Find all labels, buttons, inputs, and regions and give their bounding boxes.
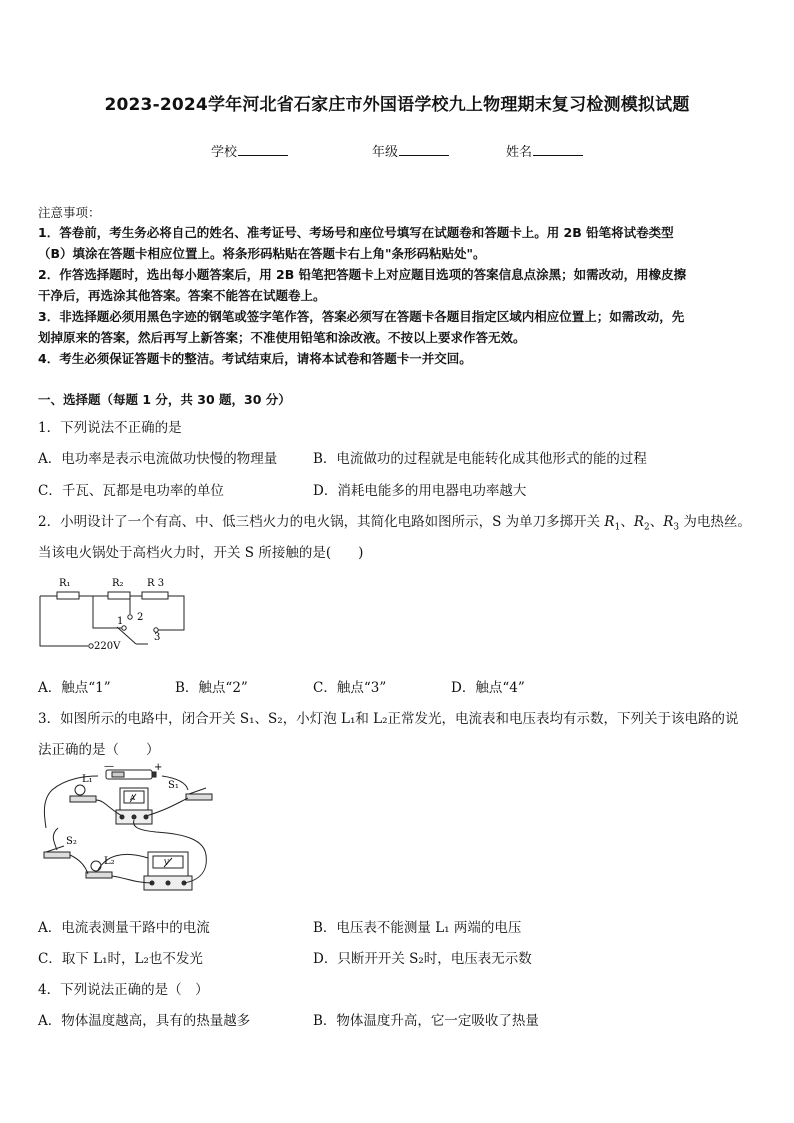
grade-blank[interactable] <box>399 143 449 156</box>
q3-circuit-diagram <box>36 760 222 900</box>
r1-label: R₁ <box>59 578 71 589</box>
note-line: 3．非选择题必须用黑色字迹的钢笔或签字笔作答，答案必须写在答题卡各题目指定区域内相应位置上；如需改动，先 <box>38 309 685 324</box>
battery-minus-label: — <box>104 761 114 772</box>
r3-symbol: R <box>663 514 674 530</box>
q2-option-b[interactable]: B．触点“2” <box>175 680 248 696</box>
name-label: 姓名 <box>506 145 533 160</box>
q2-option-c[interactable]: C．触点“3” <box>313 680 387 696</box>
question-3-stem: 3．如图所示的电路中，闭合开关 S₁、S₂，小灯泡 L₁和 L₂正常发光，电流表和电压表均有示数，下列关于该电路的说 <box>38 711 739 727</box>
question-2-stem-line2: 当该电火锅处于高档火力时，开关 S 所接触的是( ) <box>38 545 364 561</box>
r2-label: R₂ <box>112 578 124 589</box>
section-heading: 一、选择题（每题 1 分，共 30 题，30 分） <box>38 392 291 407</box>
r3-label: R 3 <box>147 578 165 589</box>
q3-option-b[interactable]: B．电压表不能测量 L₁ 两端的电压 <box>313 920 522 936</box>
q3-option-a[interactable]: A．电流表测量干路中的电流 <box>38 920 210 936</box>
voltage-label: 220V <box>94 641 121 652</box>
separator: 、 <box>649 514 664 530</box>
note-line: （B）填涂在答题卡相应位置上。将条形码粘贴在答题卡右上角"条形码粘贴处"。 <box>38 246 486 261</box>
contact-1-label: 1 <box>117 616 124 627</box>
ammeter-label: A <box>130 794 136 802</box>
question-4-stem: 4．下列说法正确的是（ ） <box>38 982 209 998</box>
q3-option-c[interactable]: C．取下 L₁时，L₂也不发光 <box>38 951 203 967</box>
r1-subscript: 1 <box>614 522 621 533</box>
school-field[interactable] <box>211 141 288 160</box>
note-line: 4．考生必须保证答题卡的整洁。考试结束后，请将本试卷和答题卡一并交回。 <box>38 351 472 366</box>
q2-stem-text: 2．小明设计了一个有高、中、低三档火力的电火锅，其简化电路如图所示，S 为单刀多掷开关 <box>38 514 605 530</box>
q1-option-b[interactable]: B．电流做功的过程就是电能转化成其他形式的能的过程 <box>313 451 647 467</box>
q2-option-a[interactable]: A．触点“1” <box>38 680 111 696</box>
l1-bulb <box>75 785 85 795</box>
q3-option-d[interactable]: D．只断开开关 S₂时，电压表无示数 <box>313 951 532 967</box>
q1-option-a[interactable]: A．电功率是表示电流做功快慢的物理量 <box>38 451 278 467</box>
grade-field[interactable] <box>372 141 449 160</box>
voltmeter-label: V <box>164 859 170 867</box>
r2-symbol: R <box>633 514 644 530</box>
question-1-stem: 1．下列说法不正确的是 <box>38 420 182 436</box>
contact-2-label: 2 <box>137 612 144 623</box>
contact-2-dot <box>128 615 132 619</box>
page-title: 2023-2024学年河北省石家庄市外国语学校九上物理期末复习检测模拟试题 <box>104 95 690 115</box>
l1-base <box>70 796 96 802</box>
s1-label: S₁ <box>168 780 179 791</box>
school-blank[interactable] <box>238 143 288 156</box>
separator: 、 <box>620 514 634 530</box>
q4-option-a[interactable]: A．物体温度越高，具有的热量越多 <box>38 1013 251 1029</box>
q4-option-b[interactable]: B．物体温度升高，它一定吸收了热量 <box>313 1013 539 1029</box>
note-line: 1．答卷前，考生务必将自己的姓名、准考证号、考场号和座位号填写在试题卷和答题卡上。用 2B 铅笔将试卷类型 <box>38 225 674 240</box>
name-field[interactable] <box>506 141 583 160</box>
q2-stem-tail: 为电热丝。 <box>679 514 751 530</box>
r1-symbol: R <box>604 514 615 530</box>
s2-label: S₂ <box>66 836 77 847</box>
q1-option-d[interactable]: D．消耗电能多的用电器电功率越大 <box>313 483 527 499</box>
note-line: 2．作答选择题时，选出每小题答案后，用 2B 铅笔把答题卡上对应题目选项的答案信息点涂黑；如需改动，用橡皮擦 <box>38 267 687 282</box>
note-line: 干净后，再选涂其他答案。答案不能答在试题卷上。 <box>38 288 326 303</box>
s1-switch <box>186 794 212 800</box>
s2-switch <box>44 852 70 858</box>
question-3-stem-line2: 法正确的是（ ） <box>38 742 160 758</box>
contact-3-label: 3 <box>154 632 161 643</box>
q2-option-d[interactable]: D．触点“4” <box>451 680 525 696</box>
l2-bulb <box>91 861 101 871</box>
r3-subscript: 3 <box>673 522 680 533</box>
battery-plus-label: + <box>154 762 163 773</box>
q2-circuit-diagram <box>36 572 196 656</box>
note-line: 划掉原来的答案，然后再写上新答案；不准使用铅笔和涂改液。不按以上要求作答无效。 <box>38 330 526 345</box>
grade-label: 年级 <box>372 145 399 160</box>
l1-label: L₁ <box>82 774 93 785</box>
question-2-stem <box>38 510 751 533</box>
l2-label: L₂ <box>104 856 115 867</box>
notes-heading: 注意事项： <box>38 205 101 220</box>
r2-subscript: 2 <box>644 522 650 533</box>
q1-option-c[interactable]: C．千瓦、瓦都是电功率的单位 <box>38 483 224 499</box>
name-blank[interactable] <box>533 143 583 156</box>
terminal-dot <box>89 644 93 648</box>
school-label: 学校 <box>211 145 238 160</box>
l2-base <box>86 872 112 878</box>
